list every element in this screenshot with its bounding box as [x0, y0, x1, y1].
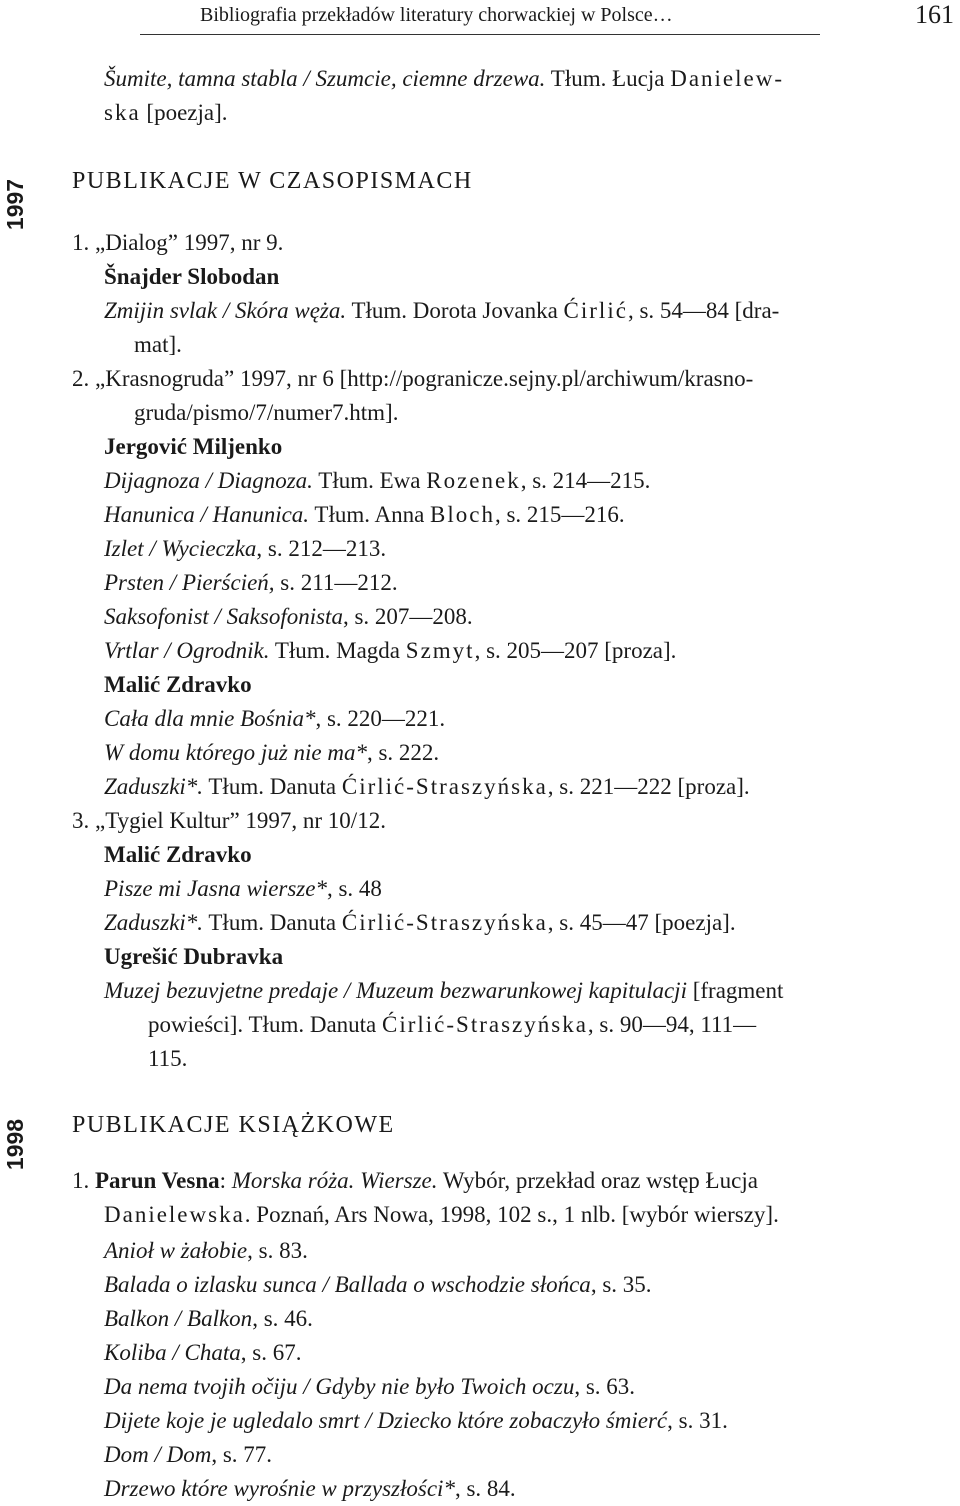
author-malic: Malić Zdravko — [104, 672, 252, 697]
author-ugresic: Ugrešić Dubravka — [104, 944, 284, 969]
entry-line: Cała dla mnie Bośnia*, s. 220—221. — [104, 706, 446, 731]
section-heading-periodicals: PUBLIKACJE W CZASOPISMACH — [72, 168, 473, 194]
poem-entry: Balkon / Balkon, s. 46. — [104, 1306, 313, 1331]
entry-line: Zmijin svlak / Skóra węża. Tłum. Dorota Jovanka Ćirlić, s. 54—84 [dra- — [104, 298, 780, 323]
entry-line-cont: mat]. — [134, 332, 182, 357]
entry-line: Dijagnoza / Diagnoza. Tłum. Ewa Rozenek, s. 214—215. — [104, 468, 651, 493]
periodical-item-3: 3. „Tygiel Kultur” 1997, nr 10/12. — [72, 808, 386, 833]
entry-line-cont: 115. — [148, 1046, 188, 1071]
periodical-item-2-cont: gruda/pismo/7/numer7.htm]. — [134, 400, 399, 425]
poem-entry: Koliba / Chata, s. 67. — [104, 1340, 302, 1365]
entry-line: Prsten / Pierścień, s. 211—212. — [104, 570, 398, 595]
book-item-1-cont: Danielewska. Poznań, Ars Nowa, 1998, 102 s., 1 nlb. [wybór wierszy]. — [104, 1202, 779, 1227]
entry-line: Zaduszki*. Tłum. Danuta Ćirlić-Straszyńska, s. 221—222 [proza]. — [104, 774, 750, 799]
entry-line: Pisze mi Jasna wiersze*, s. 48 — [104, 876, 382, 901]
poem-entry: Dijete koje je ugledalo smrt / Dziecko które zobaczyło śmierć, s. 31. — [104, 1408, 728, 1433]
year-label-1998: 1998 — [2, 1118, 29, 1170]
year-tab-1998 — [0, 1104, 32, 1184]
author-snajder: Šnajder Slobodan — [104, 264, 280, 289]
year-label-1997: 1997 — [2, 178, 29, 230]
entry-line: Zaduszki*. Tłum. Danuta Ćirlić-Straszyńska, s. 45—47 [poezja]. — [104, 910, 736, 935]
book-item-1: 1. Parun Vesna: Morska róża. Wiersze. Wybór, przekład oraz wstęp Łucja — [72, 1168, 758, 1193]
intro-line-2: ska [poezja]. — [104, 100, 228, 125]
poem-entry: Dom / Dom, s. 77. — [104, 1442, 273, 1467]
author-malic: Malić Zdravko — [104, 842, 252, 867]
book-author: Parun Vesna — [95, 1168, 220, 1193]
running-header: Bibliografia przekładów literatury chorwackiej w Polsce… — [200, 4, 673, 26]
header-rule — [140, 34, 820, 35]
section-heading-books: PUBLIKACJE KSIĄŻKOWE — [72, 1112, 395, 1138]
poem-entry: Drzewo które wyrośnie w przyszłości*, s. 84. — [104, 1476, 516, 1501]
poem-entry: Balada o izlasku sunca / Ballada o wschodzie słońca, s. 35. — [104, 1272, 652, 1297]
year-tab-1997 — [0, 164, 32, 244]
periodical-item-1: 1. „Dialog” 1997, nr 9. — [72, 230, 284, 255]
periodical-item-2: 2. „Krasnogruda” 1997, nr 6 [http://pogranicze.sejny.pl/archiwum/krasno- — [72, 366, 754, 391]
entry-line: Vrtlar / Ogrodnik. Tłum. Magda Szmyt, s. 205—207 [proza]. — [104, 638, 677, 663]
translator-name: Danielew- — [670, 66, 784, 91]
poem-entry: Da nema tvojih očiju / Gdyby nie było Twoich oczu, s. 63. — [104, 1374, 636, 1399]
entry-line: Saksofonist / Saksofonista, s. 207—208. — [104, 604, 473, 629]
entry-line-cont: powieści]. Tłum. Danuta Ćirlić-Straszyńska, s. 90—94, 111— — [148, 1012, 757, 1037]
poem-entry: Anioł w żałobie, s. 83. — [104, 1238, 308, 1263]
intro-line-1: Šumite, tamna stabla / Szumcie, ciemne drzewa. Tłum. Łucja Danielew- — [104, 66, 784, 91]
entry-line: Muzej bezuvjetne predaje / Muzeum bezwarunkowej kapitulacji [fragment — [104, 978, 784, 1003]
page-number: 161 — [915, 0, 954, 29]
entry-line: Izlet / Wycieczka, s. 212—213. — [104, 536, 387, 561]
translator-name: Danielewska — [104, 1202, 245, 1227]
author-jergovic: Jergović Miljenko — [104, 434, 283, 459]
entry-line: W domu którego już nie ma*, s. 222. — [104, 740, 440, 765]
book-title: Morska róża. Wiersze. — [231, 1168, 438, 1193]
work-title: Šumite, tamna stabla / Szumcie, ciemne drzewa. — [104, 66, 546, 91]
entry-line: Hanunica / Hanunica. Tłum. Anna Bloch, s. 215—216. — [104, 502, 625, 527]
